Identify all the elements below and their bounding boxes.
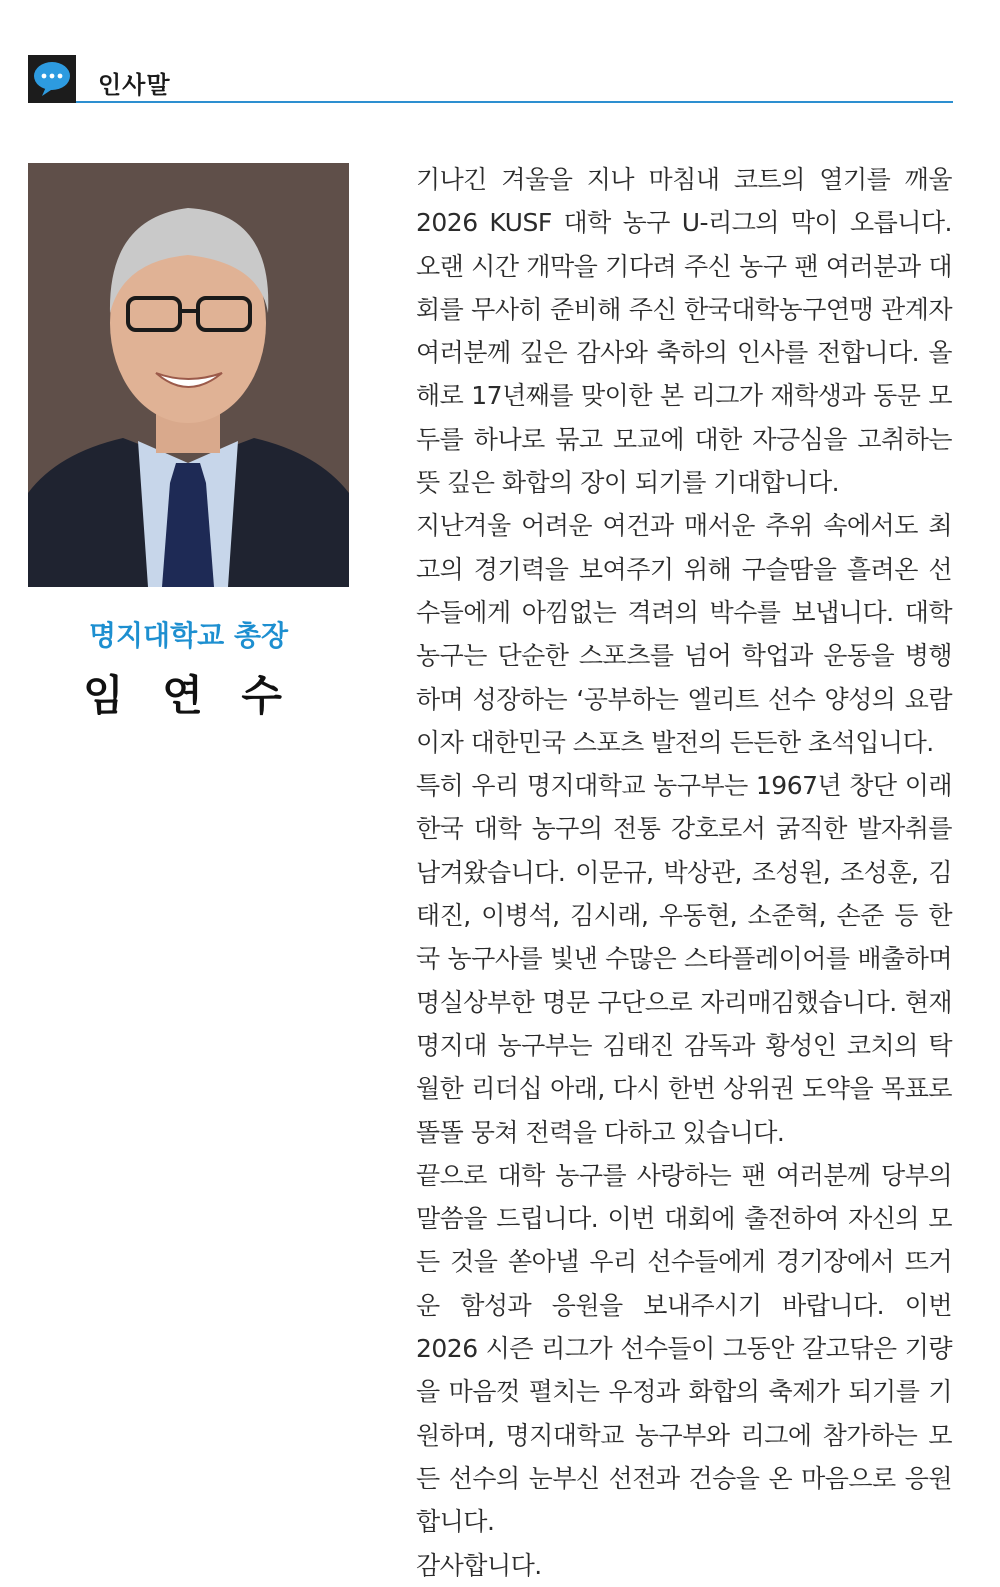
header-divider [76,101,953,103]
message-paragraph: 기나긴 겨울을 지나 마침내 코트의 열기를 깨울 2026 KUSF 대학 농구 U-리그의 막이 오릅니다. 오랜 시간 개막을 기다려 주신 농구 팬 여러분과 대회를 무사히 준비해 주신 한국대학농구연맹 관계자 여러분께 깊은 감사와 축하의 인사를 전합니다. 올해로 17년째를 맞이한 본 리그가 재학생과 동문 모두를 하나로 묶고 모교에 대한 자긍심을 고취하는 뜻 깊은 화합의 장이 되기를 기대합니다. [416,165,952,498]
person-name: 임 연 수 [83,671,294,720]
message-closing: 감사합니다. [416,1550,542,1580]
message-paragraph: 끝으로 대학 농구를 사랑하는 팬 여러분께 당부의 말씀을 드립니다. 이번 대회에 출전하여 자신의 모든 것을 쏟아낼 우리 선수들에게 경기장에서 뜨거운 함성과 응원을 보내주시기 바랍니다. 이번 2026 시즌 리그가 선수들이 그동안 갈고닦은 기량을 마음껏 펼치는 우정과 화합의 축제가 되기를 기원하며, 명지대학교 농구부와 리그에 참가하는 모든 선수의 눈부신 선전과 건승을 온 마음으로 응원합니다. [416,1160,952,1537]
section-header [28,55,953,103]
portrait-photo [28,163,349,587]
message-paragraph: 지난겨울 어려운 여건과 매서운 추위 속에서도 최고의 경기력을 보여주기 위해 구슬땀을 흘려온 선수들에게 아낌없는 격려의 박수를 보냅니다. 대학 농구는 단순한 스포츠를 넘어 학업과 운동을 병행하며 성장하는 ‘공부하는 엘리트 선수 양성의 요람이자 대한민국 스포츠 발전의 든든한 초석입니다. [416,511,952,757]
message-paragraph: 특히 우리 명지대학교 농구부는 1967년 창단 이래 한국 대학 농구의 전통 강호로서 굵직한 발자취를 남겨왔습니다. 이문규, 박상관, 조성원, 조성훈, 김태진, 이병석, 김시래, 우동현, 소준혁, 손준 등 한국 농구사를 빛낸 수많은 스타플레이어를 배출하며 명실상부한 명문 구단으로 자리매김했습니다. 현재 명지대 농구부는 김태진 감독과 황성인 코치의 탁월한 리더십 아래, 다시 한번 상위권 도약을 목표로 똘똘 뭉쳐 전력을 다하고 있습니다. [416,771,952,1147]
speech-bubble-icon [28,55,76,103]
greeting-message [416,158,952,1587]
person-role: 명지대학교 총장 [88,619,289,652]
section-title: 인사말 [98,71,171,99]
